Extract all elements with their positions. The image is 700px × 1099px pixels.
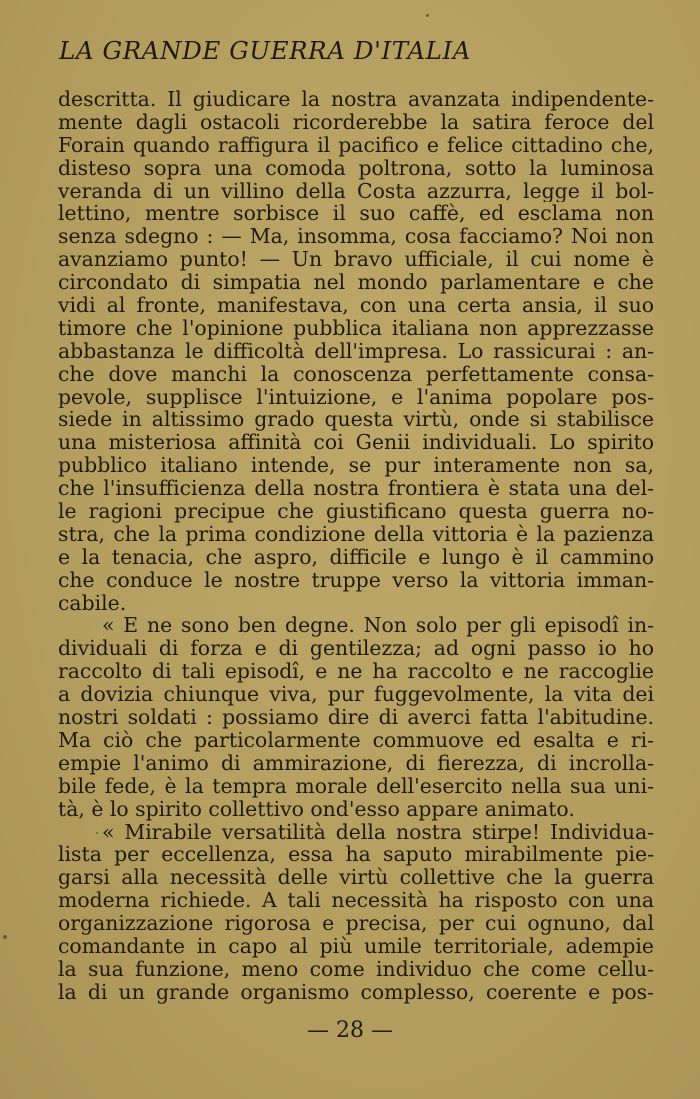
text-line: siede in altissimo grado questa virtù, onde si stabilisce	[58, 408, 654, 432]
text-line: la di un grande organismo complesso, coerente e pos-	[58, 980, 654, 1004]
text-line: veranda di un villino della Costa azzurra, legge il bol-	[58, 179, 654, 203]
text-line: lista per eccellenza, essa ha saputo mirabilmente pie-	[58, 843, 654, 867]
text-line: mente dagli ostacoli ricorderebbe la satira feroce del	[58, 110, 654, 134]
text-line: che dove manchi la conoscenza perfettamente consa-	[58, 362, 654, 386]
text-line: le ragioni precipue che giustificano questa guerra no-	[58, 500, 654, 523]
text-line: pevole, supplisce l'intuizione, e l'anima popolare pos-	[58, 385, 654, 409]
text-line: « Mirabile versatilità della nostra stirpe! Individua-	[102, 820, 654, 844]
page-number: — 28 —	[307, 1018, 393, 1043]
text-line: senza sdegno : — Ma, insomma, cosa facciamo? Noi non	[58, 225, 654, 249]
text-line: vidi al fronte, manifestava, con una certa ansia, il suo	[58, 294, 654, 317]
text-line: la sua funzione, meno come individuo che come cellu-	[58, 957, 654, 981]
text-line: descritta. Il giudicare la nostra avanzata indipendente-	[58, 88, 654, 111]
text-line: « E ne sono ben degne. Non solo per gli episodî in-	[102, 614, 654, 638]
text-line: a dovizia chiunque viva, pur fuggevolmente, la vita dei	[58, 683, 654, 707]
paper-speck	[426, 14, 429, 17]
text-line: disteso sopra una comoda poltrona, sotto la luminosa	[58, 156, 654, 180]
text-line: pubblico italiano intende, se pur interamente non sa,	[58, 454, 654, 478]
running-head: LA GRANDE GUERRA D'ITALIA	[59, 36, 472, 65]
text-line: stra, che la prima condizione della vittoria è la pazienza	[58, 522, 654, 546]
text-line: tà, è lo spirito collettivo ond'esso appare animato.	[58, 797, 575, 821]
text-line: lettino, mentre sorbisce il suo caffè, ed esclama non	[58, 202, 654, 226]
text-line: dividuali di forza e di gentilezza; ad ogni passo io ho	[58, 637, 654, 661]
text-line: empie l'animo di ammirazione, di fierezza, di incrolla-	[58, 751, 654, 775]
text-line: organizzazione rigorosa e precisa, per cui ognuno, dal	[58, 912, 654, 935]
paper-speck	[96, 832, 98, 834]
text-line: circondato di simpatia nel mondo parlamentare e che	[58, 271, 654, 295]
text-line: cabile.	[58, 591, 127, 615]
text-line: che conduce le nostre truppe verso la vittoria imman-	[58, 568, 654, 592]
paper-speck	[3, 935, 7, 939]
text-line: comandante in capo al più umile territoriale, adempie	[58, 934, 654, 958]
text-line: garsi alla necessità delle virtù collettive che la guerra	[58, 866, 654, 890]
text-line: che l'insufficienza della nostra frontiera è stata una del-	[58, 477, 654, 501]
text-line: moderna richiede. A tali necessità ha risposto con una	[58, 889, 654, 913]
text-line: raccolto di tali episodî, e ne ha raccolto e ne raccoglie	[58, 660, 654, 684]
text-line: e la tenacia, che aspro, difficile e lungo è il cammino	[58, 545, 654, 569]
text-line: avanziamo punto! — Un bravo ufficiale, il cui nome è	[58, 248, 654, 272]
text-line: timore che l'opinione pubblica italiana non apprezzasse	[58, 316, 654, 340]
text-line: Ma ciò che particolarmente commuove ed esalta e ri-	[58, 728, 654, 752]
text-line: abbastanza le difficoltà dell'impresa. Lo rassicurai : an-	[58, 339, 654, 363]
text-line: Forain quando raffigura il pacifico e felice cittadino che,	[58, 133, 654, 157]
text-line: nostri soldati : possiamo dire di averci fatta l'abitudine.	[58, 706, 654, 729]
body-text	[58, 88, 654, 1004]
text-line: bile fede, è la tempra morale dell'esercito nella sua uni-	[58, 774, 654, 798]
text-line: una misteriosa affinità coi Genii individuali. Lo spirito	[58, 431, 654, 455]
